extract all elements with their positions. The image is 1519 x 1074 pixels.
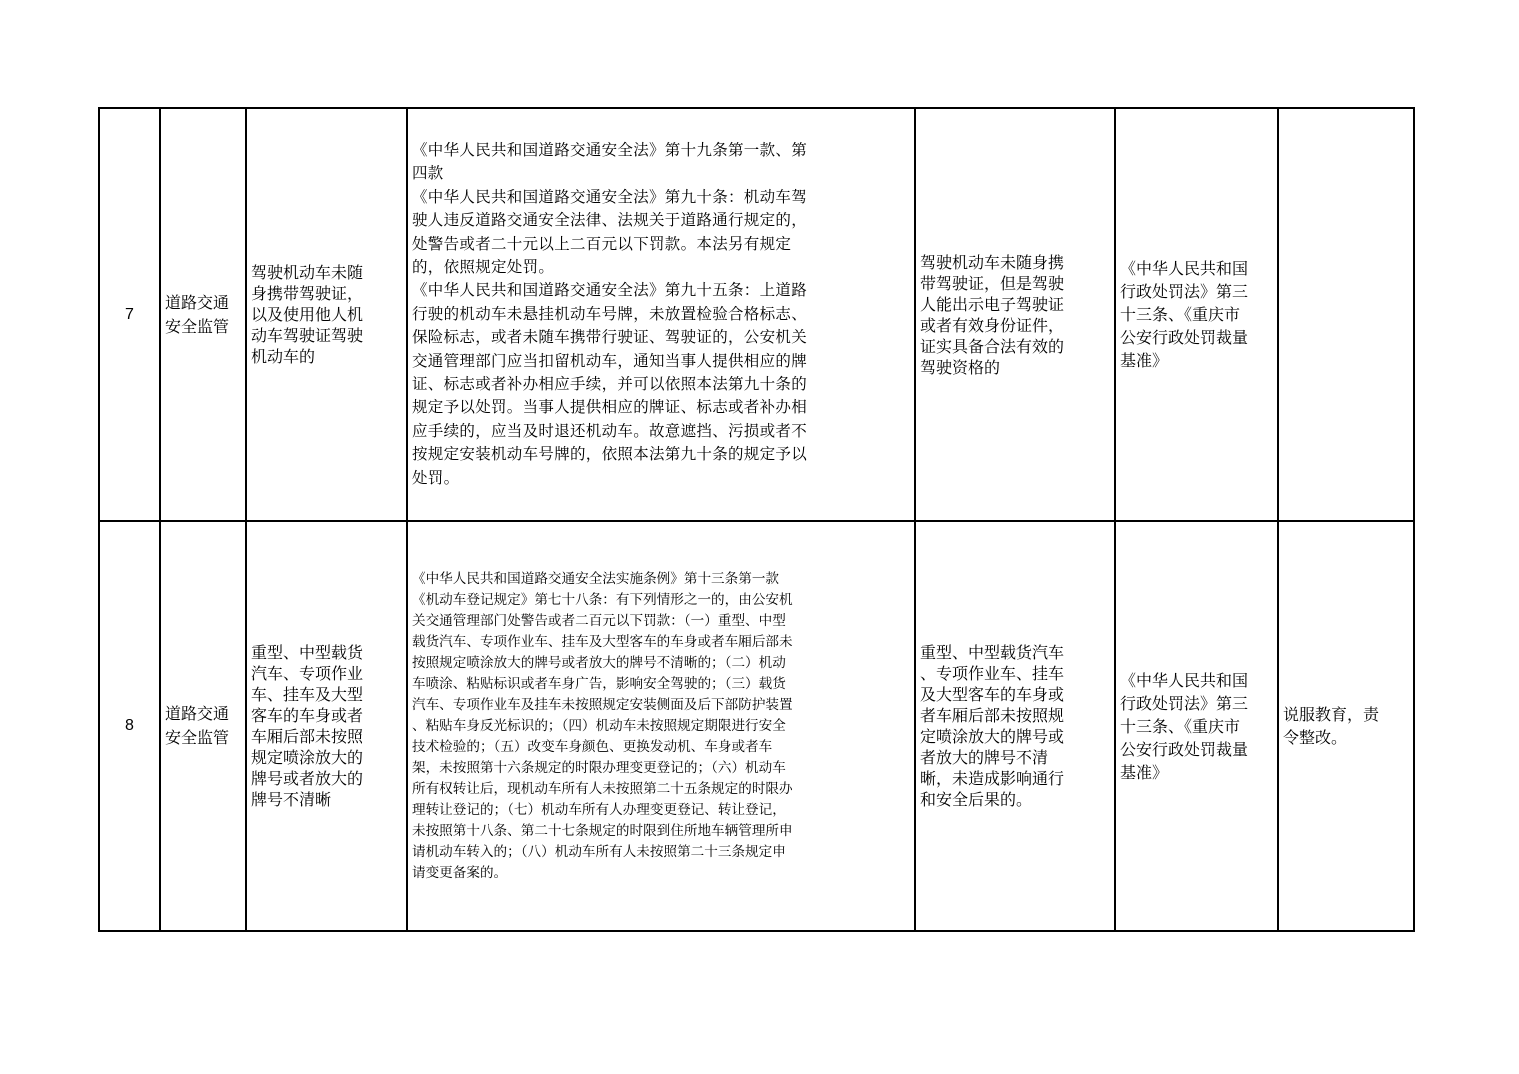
legal-basis: 《中华人民共和国道路交通安全法》第十九条第一款、第 四款 《中华人民共和国道路交通安全法》第九十条：机动车驾 驶人违反道路交通安全法律、法规关于道路通行规定的， 处警告或者二十元以上二百元以下罚款。本法另有规定 的，依照规定处罚。 《中华人民共和国道路交通安全法》第九十五条：上道路 行驶的机动车未悬挂机动车号牌，未放置检验合格标志、 保险标志，或者未随车携带行驶证、驾驶证的，公安机关 交通管理部门应当扣留机动车，通知当事人提供相应的牌 证、标志或者补办相应手续，并可以依照本法第九十条的 规定予以处罚。当事人提供相应的牌证、标志或者补办相 应手续的，应当及时退还机动车。故意遮挡、污损或者不 按规定安装机动车号牌的，依照本法第九十条的规定予以 处罚。: [407, 108, 915, 521]
penalty-exemption-table: [98, 107, 1415, 932]
exemption-condition: 重型、中型载货汽车 、专项作业车、挂车 及大型客车的车身或 者车厢后部未按照规 定喷涂放大的牌号或 者放大的牌号不清 晰，未造成影响通行 和安全后果的。: [915, 521, 1115, 931]
supervision-category: 道路交通 安全监管: [160, 108, 246, 521]
corrective-measure: 说服教育，责 令整改。: [1278, 521, 1414, 931]
corrective-measure: [1278, 108, 1414, 521]
row-number: 8: [99, 521, 160, 931]
table-row: [99, 108, 1414, 521]
violation-description: 驾驶机动车未随 身携带驾驶证， 以及使用他人机 动车驾驶证驾驶 机动车的: [246, 108, 407, 521]
table-row: [99, 521, 1414, 931]
exemption-law: 《中华人民共和国 行政处罚法》第三 十三条、《重庆市 公安行政处罚裁量 基准》: [1115, 521, 1278, 931]
exemption-law: 《中华人民共和国 行政处罚法》第三 十三条、《重庆市 公安行政处罚裁量 基准》: [1115, 108, 1278, 521]
legal-basis: 《中华人民共和国道路交通安全法实施条例》第十三条第一款 《机动车登记规定》第七十八条：有下列情形之一的，由公安机 关交通管理部门处警告或者二百元以下罚款：（一）重型、中型 载货汽车、专项作业车、挂车及大型客车的车身或者车厢后部未 按照规定喷涂放大的牌号或者放大的牌号不清晰的；（二）机动 车喷涂、粘贴标识或者车身广告，影响安全驾驶的；（三）载货 汽车、专项作业车及挂车未按照规定安装侧面及后下部防护装置 、粘贴车身反光标识的；（四）机动车未按照规定期限进行安全 技术检验的；（五）改变车身颜色、更换发动机、车身或者车 架，未按照第十六条规定的时限办理变更登记的；（六）机动车 所有权转让后，现机动车所有人未按照第二十五条规定的时限办 理转让登记的；（七）机动车所有人办理变更登记、转让登记， 未按照第十八条、第二十七条规定的时限到住所地车辆管理所申 请机动车转入的；（八）机动车所有人未按照第二十三条规定申 请变更备案的。: [407, 521, 915, 931]
exemption-condition: 驾驶机动车未随身携 带驾驶证，但是驾驶 人能出示电子驾驶证 或者有效身份证件， 证实具备合法有效的 驾驶资格的: [915, 108, 1115, 521]
row-number: 7: [99, 108, 160, 521]
supervision-category: 道路交通 安全监管: [160, 521, 246, 931]
violation-description: 重型、中型载货 汽车、专项作业 车、挂车及大型 客车的车身或者 车厢后部未按照 规定喷涂放大的 牌号或者放大的 牌号不清晰: [246, 521, 407, 931]
